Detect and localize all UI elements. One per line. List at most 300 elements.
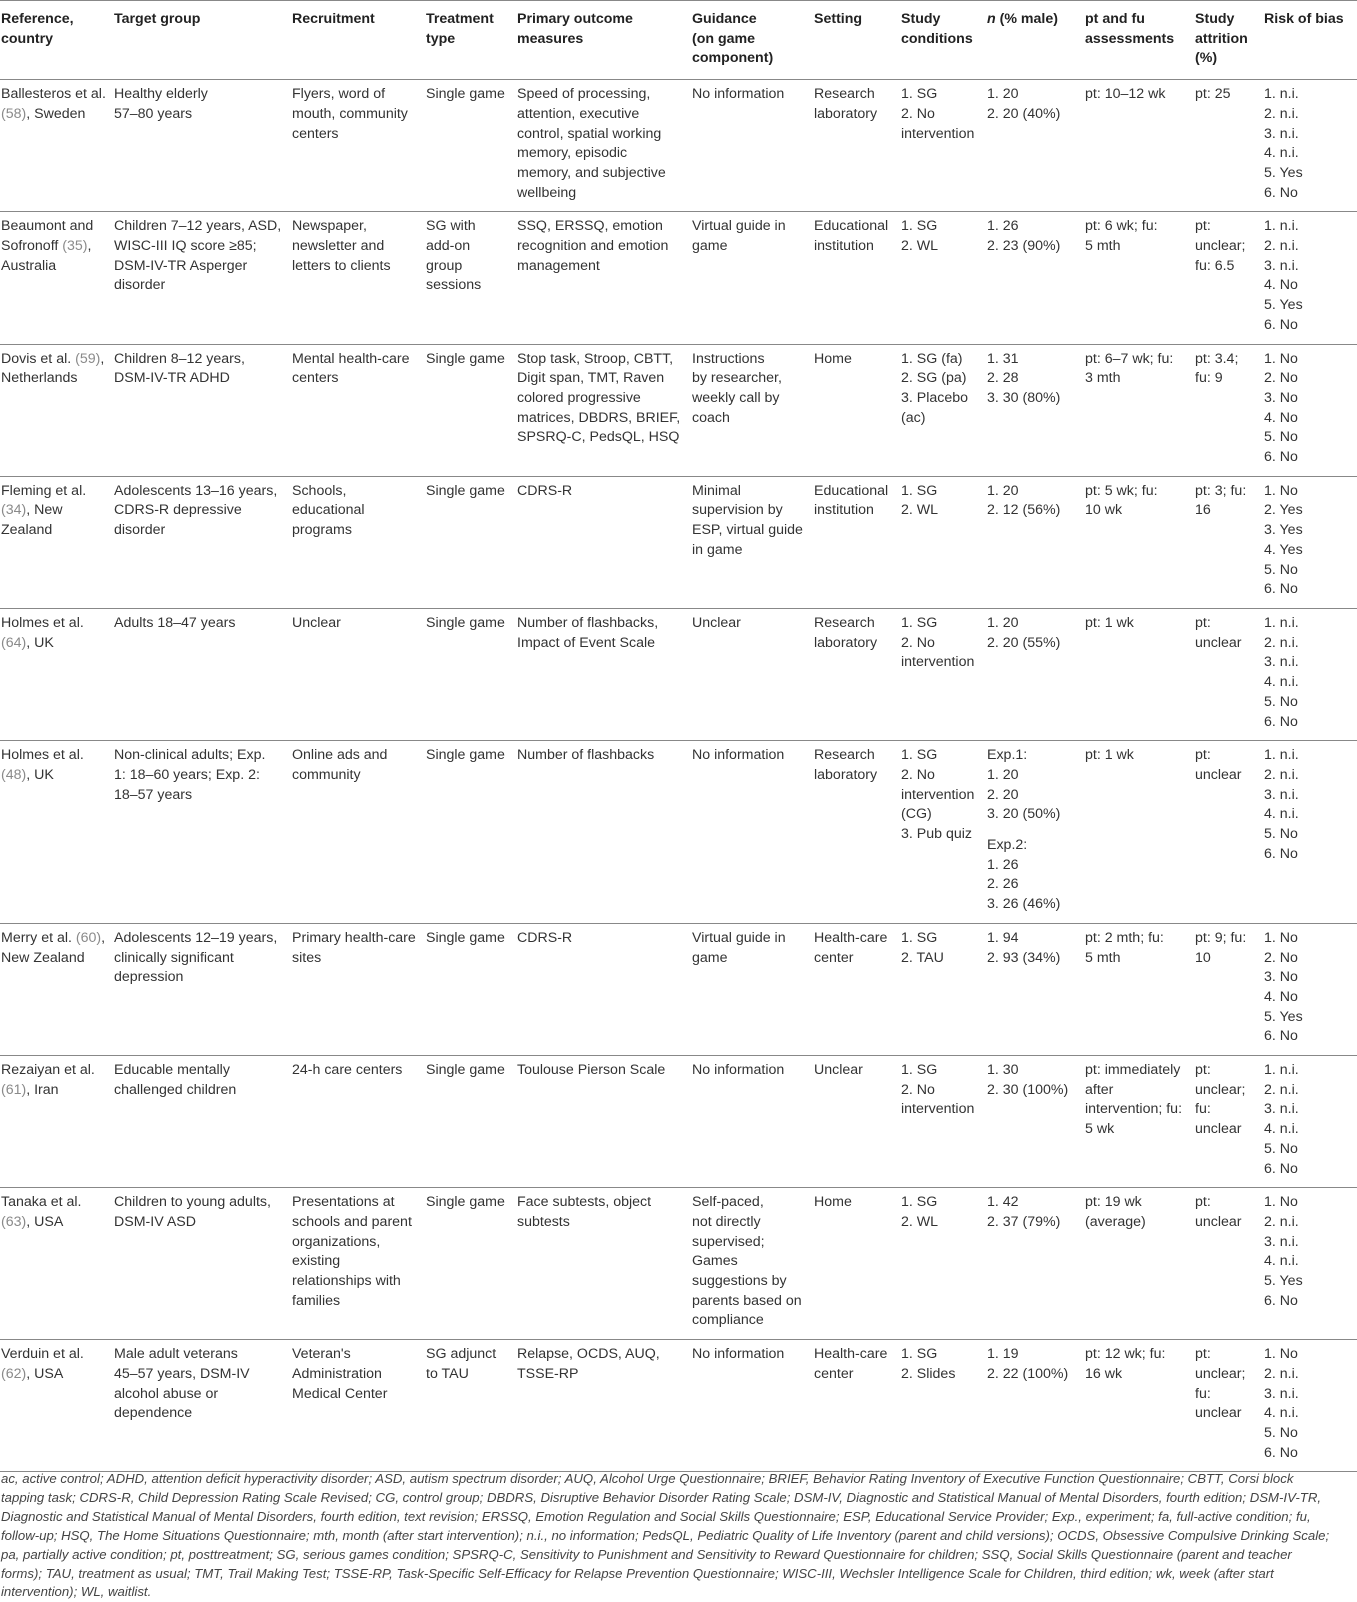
reference-country: , Iran: [26, 1081, 59, 1098]
cell-line: 1. n.i.: [1264, 614, 1299, 631]
cell-line: pt: 25: [1195, 86, 1231, 103]
cell-recruitment: [292, 80, 426, 212]
cell-target-group: [114, 1340, 292, 1472]
reference-country: , New Zealand: [1, 929, 106, 966]
cell-risk-of-bias: [1264, 741, 1357, 924]
cell-line: Educational: [814, 218, 889, 235]
cell-risk-of-bias: [1264, 1056, 1357, 1188]
cell-attrition: [1195, 1188, 1264, 1340]
cell-line: existing: [292, 1253, 341, 1270]
cell-attrition: [1195, 1340, 1264, 1472]
cell-line: 3. No: [1264, 969, 1298, 986]
cell-line: No information: [692, 747, 785, 764]
cell-line: WISC-III IQ score ≥85;: [114, 238, 257, 255]
cell-line: 1: 18–60 years; Exp. 2:: [114, 766, 260, 783]
cell-line: 5. No: [1264, 561, 1298, 578]
cell-line: institution: [814, 238, 874, 255]
reference-country: , UK: [26, 634, 54, 651]
cell-line: 1. 42: [987, 1194, 1019, 1211]
cell-line: letters to clients: [292, 257, 391, 274]
reference-country: , New Zealand: [1, 502, 63, 539]
cell-study-conditions: [901, 923, 987, 1055]
cell-line: pt: 1 wk: [1085, 614, 1134, 631]
cell-line: schools and parent: [292, 1213, 412, 1230]
table-row: [0, 476, 1357, 608]
cell-line: 3. n.i.: [1264, 654, 1299, 671]
cell-line: No information: [692, 86, 785, 103]
cell-line: Mental health-care: [292, 350, 410, 367]
cell-line: 1. n.i.: [1264, 747, 1299, 764]
cell-treatment-type: [426, 1188, 517, 1340]
cell-line: 3. n.i.: [1264, 1101, 1299, 1118]
header-setting: [814, 1, 901, 80]
cell-line: Single game: [426, 482, 505, 499]
cell-primary-outcome: [517, 923, 692, 1055]
cell-line: 2. SG (pa): [901, 370, 967, 387]
cell-line: 2. Slides: [901, 1365, 956, 1382]
cell-line: Digit span, TMT, Raven: [517, 370, 665, 387]
cell-line: Primary outcome: [517, 11, 633, 27]
cell-line: Virtual guide in: [692, 218, 786, 235]
cell-line: pt: 3.4;: [1195, 350, 1239, 367]
cell-line: component): [692, 50, 774, 67]
header-primary-outcome: [517, 1, 692, 80]
cell-line: Single game: [426, 350, 505, 367]
cell-line: 6. No: [1264, 581, 1298, 598]
reference-number[interactable]: (63): [1, 1213, 27, 1230]
cell-treatment-type: [426, 344, 517, 476]
cell-line: (on game: [692, 30, 756, 47]
cell-reference: [0, 1056, 114, 1188]
cell-attrition: [1195, 741, 1264, 924]
cell-study-conditions: [901, 608, 987, 740]
cell-line: (%): [1195, 50, 1218, 67]
cell-line: Presentations at: [292, 1194, 395, 1211]
cell-line: 2. 23 (90%): [987, 238, 1061, 255]
cell-guidance: [692, 608, 814, 740]
cell-line: alcohol abuse or: [114, 1385, 219, 1402]
cell-treatment-type: [426, 923, 517, 1055]
cell-line: 5. No: [1264, 1425, 1298, 1441]
cell-risk-of-bias: [1264, 923, 1357, 1055]
cell-line: 4. n.i.: [1264, 1405, 1299, 1422]
cell-assessments: [1085, 608, 1195, 740]
cell-line: 2. No: [901, 766, 935, 783]
cell-line: intervention: [901, 125, 975, 142]
cell-line: No information: [692, 1346, 785, 1363]
cell-line: disorder: [114, 522, 166, 539]
cell-line: pt: 3; fu:: [1195, 482, 1247, 499]
cell-line: 5. No: [1264, 826, 1298, 843]
cell-line: 4. Yes: [1264, 541, 1303, 558]
reference-number[interactable]: (61): [1, 1081, 27, 1098]
cell-line: pt: immediately: [1085, 1062, 1181, 1079]
cell-line: 2. No: [1264, 370, 1298, 387]
cell-line: Adults 18–47 years: [114, 614, 236, 631]
cell-line: SSQ, ERSSQ, emotion: [517, 218, 663, 235]
cell-reference: [0, 923, 114, 1055]
reference-number[interactable]: (34): [1, 502, 27, 519]
cell-treatment-type: [426, 608, 517, 740]
cell-line: Study: [1195, 11, 1235, 27]
cell-line: pt and fu: [1085, 11, 1145, 27]
cell-line: Virtual guide in: [692, 929, 786, 946]
cell-line: unclear: [1195, 766, 1242, 783]
cell-reference: [0, 1340, 114, 1472]
cell-assessments: [1085, 212, 1195, 344]
cell-assessments: [1085, 1188, 1195, 1340]
cell-line: pt:: [1195, 1346, 1211, 1363]
cell-line: 6. No: [1264, 1160, 1298, 1177]
cell-line: SG with: [426, 218, 476, 235]
cell-line: 10: [1195, 949, 1211, 966]
header-attrition: [1195, 1, 1264, 80]
table-row: [0, 80, 1357, 212]
cell-line: Online ads and: [292, 747, 388, 764]
cell-line: by researcher,: [692, 370, 782, 387]
cell-setting: [814, 1340, 901, 1472]
reference-country: , Australia: [1, 238, 92, 274]
reference-number[interactable]: (60): [75, 929, 102, 946]
cell-line: conditions: [901, 30, 973, 47]
cell-line: 1. 30: [987, 1062, 1019, 1079]
cell-line: 2. No: [1264, 949, 1298, 966]
cell-n-male: [987, 1056, 1085, 1188]
cell-line: 1. 20: [987, 86, 1019, 103]
cell-line: 3 mth: [1085, 370, 1121, 387]
table-footnote: ac, active control; ADHD, attention deficit hyperactivity disorder; ASD, autism spectrum disorder; AUQ, Alcohol Urge Questionnaire; BRIEF, Behavior Rating Inventory of Executive Function Questionnaire; CBTT, Corsi block tapping task; CDRS-R, Child Depression Rating Scale Revised; CG, control group; DBDRS, Disruptive Behavior Disorder Rating Scale; DSM-IV, Diagnostic and Statistical Manual of Mental Disorders, fourth edition; DSM-IV-TR, Diagnostic and Statistical Manual of Mental Disorders, fourth edition, text revision; ERSSQ, Emotion Regulation and Social Skills Questionnaire; ESP, Educational Service Provider; Exp., experiment; fa, full-active condition; fu, follow-up; HSQ, The Home Situations Questionnaire; mth, month (after start intervention); n.i., no information; PedsQL, Pediatric Quality of Life Inventory (parent and child versions); OCDS, Obsessive Compulsive Drinking Scale; pa, partially active condition; pt, posttreatment; SG, serious games condition; SPSRQ-C, Sensitivity to Punishment and Sensitivity to Reward Questionnaire for children; SSQ, Social Skills Questionnaire (parent and teacher forms); TAU, treatment as usual; TMT, Trail Making Test; TSSE-RP, Task-Specific Self-Efficacy for Relapse Prevention Questionnaire; WISC-III, Wechsler Intelligence Scale for Children, third edition; wk, week (after start intervention); WL, waitlist.: [1, 1471, 1330, 1600]
cell-line: 5. Yes: [1264, 1008, 1303, 1025]
cell-reference: [0, 344, 114, 476]
cell-line: country: [1, 30, 54, 47]
cell-risk-of-bias: [1264, 608, 1357, 740]
cell-line: Treatment: [426, 11, 494, 27]
cell-recruitment: [292, 608, 426, 740]
cell-line: 24-h care centers: [292, 1062, 403, 1079]
header-treatment-type: [426, 1, 517, 80]
cell-line: 3. No: [1264, 389, 1298, 406]
cell-line: Research: [814, 614, 875, 631]
reference-authors: Fleming et al.: [1, 482, 87, 499]
cell-line: mouth, community: [292, 105, 408, 122]
cell-line: 1. 20: [987, 766, 1019, 783]
cell-line: pt:: [1195, 1194, 1211, 1211]
cell-line: 4. n.i.: [1264, 1253, 1299, 1270]
cell-line: Stop task, Stroop, CBTT,: [517, 350, 674, 367]
cell-recruitment: [292, 1340, 426, 1472]
cell-study-conditions: [901, 741, 987, 924]
cell-line: 2. 26: [987, 876, 1019, 893]
reference-number[interactable]: (64): [1, 634, 27, 651]
cell-study-conditions: [901, 1340, 987, 1472]
cell-reference: [0, 80, 114, 212]
header-n-male: [987, 1, 1085, 80]
header-reference: [0, 1, 114, 80]
cell-line: 6. No: [1264, 184, 1298, 201]
cell-line: Unclear: [692, 614, 741, 631]
table-body: [0, 80, 1357, 1472]
cell-line: 2. 30 (100%): [987, 1081, 1069, 1098]
cell-line: 1. 20: [987, 482, 1019, 499]
cell-line: 1. n.i.: [1264, 86, 1299, 103]
cell-setting: [814, 80, 901, 212]
cell-line: pt: 9; fu:: [1195, 929, 1247, 946]
cell-line: game: [692, 949, 728, 966]
cell-line: 5 mth: [1085, 238, 1121, 255]
reference-authors: Verduin et al.: [1, 1346, 84, 1363]
cell-line: Unclear: [292, 614, 341, 631]
reference-authors: Dovis et al.: [1, 350, 72, 367]
cell-line: 1. 19: [987, 1346, 1019, 1363]
cell-reference: [0, 1188, 114, 1340]
cell-line: Guidance: [692, 11, 757, 27]
cell-line: community: [292, 766, 361, 783]
reference-authors: Holmes et al.: [1, 614, 84, 631]
header-line: n (% male): [987, 11, 1058, 27]
cell-line: 4. No: [1264, 277, 1298, 294]
cell-reference: [0, 608, 114, 740]
cell-line: Children 7–12 years, ASD,: [114, 218, 282, 235]
cell-line: (average): [1085, 1213, 1146, 1230]
cell-setting: [814, 741, 901, 924]
cell-line: measures: [517, 30, 584, 47]
reference-country: , UK: [26, 766, 54, 783]
reference-number[interactable]: (62): [1, 1365, 27, 1382]
cell-line: centers: [292, 370, 339, 387]
cell-line: laboratory: [814, 634, 878, 651]
cell-line: 1. SG: [901, 929, 938, 946]
table-row: [0, 608, 1357, 740]
cell-line: management: [517, 257, 600, 274]
cell-line: pt:: [1195, 747, 1211, 764]
cell-primary-outcome: [517, 608, 692, 740]
cell-line: 3. Yes: [1264, 522, 1303, 539]
cell-reference: [0, 476, 114, 608]
cell-reference: [0, 741, 114, 924]
cell-line: 3. n.i.: [1264, 125, 1299, 142]
cell-line: add-on: [426, 238, 471, 255]
cell-line: 5. Yes: [1264, 1273, 1303, 1290]
cell-line: Relapse, OCDS, AUQ,: [517, 1346, 660, 1363]
cell-line: unclear: [1195, 634, 1242, 651]
cell-line: Exp.2:: [987, 837, 1028, 854]
cell-line: unclear: [1195, 1121, 1242, 1138]
cell-n-male: [987, 344, 1085, 476]
cell-line: memory, and subjective: [517, 164, 666, 181]
cell-line: control, spatial working: [517, 125, 662, 142]
cell-setting: [814, 344, 901, 476]
cell-line: challenged children: [114, 1081, 237, 1098]
cell-line: Single game: [426, 614, 505, 631]
cell-line: Children to young adults,: [114, 1194, 271, 1211]
table-row: [0, 1056, 1357, 1188]
header-study-conditions: [901, 1, 987, 80]
cell-recruitment: [292, 1188, 426, 1340]
cell-line: 2. 22 (100%): [987, 1365, 1069, 1382]
cell-line: fu:: [1195, 1385, 1211, 1402]
cell-line: depression: [114, 969, 184, 986]
cell-line: Number of flashbacks: [517, 747, 655, 764]
cell-line: 2. n.i.: [1264, 238, 1299, 255]
cell-line: families: [292, 1292, 341, 1309]
reference-authors: Beaumont and Sofronoff: [1, 218, 94, 255]
cell-line: Male adult veterans: [114, 1346, 238, 1363]
cell-line: institution: [814, 502, 874, 519]
cell-treatment-type: [426, 1056, 517, 1188]
cell-assessments: [1085, 80, 1195, 212]
reference-number[interactable]: (48): [1, 766, 27, 783]
cell-line: DSM-IV-TR Asperger: [114, 257, 248, 274]
cell-n-male: [987, 923, 1085, 1055]
cell-line: 6. No: [1264, 449, 1298, 466]
cell-line: 16: [1195, 502, 1211, 519]
cell-line: 2. WL: [901, 238, 939, 255]
cell-setting: [814, 1056, 901, 1188]
cell-target-group: [114, 741, 292, 924]
cell-study-conditions: [901, 1188, 987, 1340]
cell-line: Single game: [426, 929, 505, 946]
cell-line: 2. 93 (34%): [987, 949, 1061, 966]
cell-line: center: [814, 949, 854, 966]
table-row: [0, 741, 1357, 924]
cell-line: relationships with: [292, 1273, 401, 1290]
cell-setting: [814, 212, 901, 344]
cell-line: 1. SG: [901, 614, 938, 631]
cell-line: educational: [292, 502, 365, 519]
cell-line: attrition: [1195, 30, 1248, 47]
cell-line: 1. SG: [901, 747, 938, 764]
cell-line: Study: [901, 11, 941, 27]
cell-line: Self-paced,: [692, 1194, 764, 1211]
cell-line: 3. Pub quiz: [901, 826, 972, 843]
cell-line: Healthy elderly: [114, 86, 208, 103]
cell-line: Target group: [114, 11, 201, 27]
cell-line: 1. 26: [987, 856, 1019, 873]
cell-treatment-type: [426, 212, 517, 344]
cell-line: intervention: [901, 654, 975, 671]
cell-attrition: [1195, 1056, 1264, 1188]
cell-line: pt:: [1195, 1062, 1211, 1079]
cell-line: intervention: [901, 786, 975, 803]
cell-line: unclear;: [1195, 1365, 1246, 1382]
cell-line: Educational: [814, 482, 889, 499]
cell-line: pt: 5 wk; fu:: [1085, 482, 1158, 499]
cell-line: Unclear: [814, 1062, 863, 1079]
cell-assessments: [1085, 476, 1195, 608]
cell-line: 18–57 years: [114, 786, 193, 803]
cell-line: Single game: [426, 1062, 505, 1079]
cell-line: 6. No: [1264, 713, 1298, 730]
cell-n-male: [987, 212, 1085, 344]
cell-guidance: [692, 212, 814, 344]
reference-number[interactable]: (35): [62, 238, 88, 255]
cell-line: coach: [692, 409, 730, 426]
cell-attrition: [1195, 80, 1264, 212]
cell-line: sessions: [426, 277, 482, 294]
cell-study-conditions: [901, 344, 987, 476]
cell-guidance: [692, 923, 814, 1055]
cell-target-group: [114, 80, 292, 212]
cell-line: (ac): [901, 409, 926, 426]
cell-line: in game: [692, 541, 743, 558]
cell-risk-of-bias: [1264, 476, 1357, 608]
cell-line: 57–80 years: [114, 105, 193, 122]
cell-line: 2. WL: [901, 1213, 939, 1230]
table-row: [0, 1340, 1357, 1472]
cell-line: Instructions: [692, 350, 765, 367]
cell-target-group: [114, 344, 292, 476]
cell-study-conditions: [901, 1056, 987, 1188]
cell-line: TSSE-RP: [517, 1365, 579, 1382]
reference-authors: Rezaiyan et al.: [1, 1062, 95, 1079]
cell-line: 4. n.i.: [1264, 1121, 1299, 1138]
cell-line: Newspaper,: [292, 218, 367, 235]
cell-line: center: [814, 1365, 854, 1382]
reference-number[interactable]: (58): [1, 105, 27, 122]
cell-line: Single game: [426, 86, 505, 103]
cell-line: 6. No: [1264, 1292, 1298, 1309]
cell-primary-outcome: [517, 212, 692, 344]
cell-line: 1. SG (fa): [901, 350, 963, 367]
cell-line: matrices, DBDRS, BRIEF,: [517, 409, 681, 426]
cell-line: type: [426, 30, 456, 47]
cell-line: DSM-IV ASD: [114, 1213, 196, 1230]
cell-n-male: [987, 1188, 1085, 1340]
cell-line: group: [426, 257, 463, 274]
cell-line: pt: 12 wk; fu:: [1085, 1346, 1166, 1363]
header-assessments: [1085, 1, 1195, 80]
cell-line: 3. 26 (46%): [987, 896, 1061, 913]
cell-line: 3. n.i.: [1264, 1233, 1299, 1250]
cell-line: unclear: [1195, 1405, 1242, 1422]
cell-line: 4. n.i.: [1264, 145, 1299, 162]
cell-line: sites: [292, 949, 322, 966]
cell-line: 1. SG: [901, 1062, 938, 1079]
cell-line: 1. 26: [987, 218, 1019, 235]
cell-primary-outcome: [517, 1188, 692, 1340]
cell-attrition: [1195, 476, 1264, 608]
cell-line: Speed of processing,: [517, 86, 651, 103]
cell-setting: [814, 608, 901, 740]
cell-line: 2. n.i.: [1264, 1365, 1299, 1382]
cell-primary-outcome: [517, 80, 692, 212]
cell-n-male: [987, 608, 1085, 740]
cell-line: 4. No: [1264, 409, 1298, 426]
cell-line: 5. No: [1264, 429, 1298, 446]
cell-risk-of-bias: [1264, 80, 1357, 212]
reference-number[interactable]: (59): [75, 350, 101, 367]
reference-authors: Tanaka et al.: [1, 1194, 82, 1211]
cell-line: Games: [692, 1253, 738, 1270]
cell-setting: [814, 476, 901, 608]
cell-line: Reference,: [1, 11, 74, 27]
cell-line: Impact of Event Scale: [517, 634, 656, 651]
cell-line: 3. n.i.: [1264, 786, 1299, 803]
cell-treatment-type: [426, 741, 517, 924]
cell-line: 1. SG: [901, 218, 938, 235]
cell-risk-of-bias: [1264, 212, 1357, 344]
cell-line: 1. n.i.: [1264, 218, 1299, 235]
cell-target-group: [114, 476, 292, 608]
cell-target-group: [114, 923, 292, 1055]
cell-line: CDRS-R depressive: [114, 502, 242, 519]
cell-attrition: [1195, 608, 1264, 740]
cell-line: 2. No: [901, 1081, 935, 1098]
cell-line: supervised;: [692, 1233, 765, 1250]
reference-country: , USA: [26, 1365, 64, 1382]
cell-line: supervision by: [692, 502, 783, 519]
cell-n-male: [987, 1340, 1085, 1472]
